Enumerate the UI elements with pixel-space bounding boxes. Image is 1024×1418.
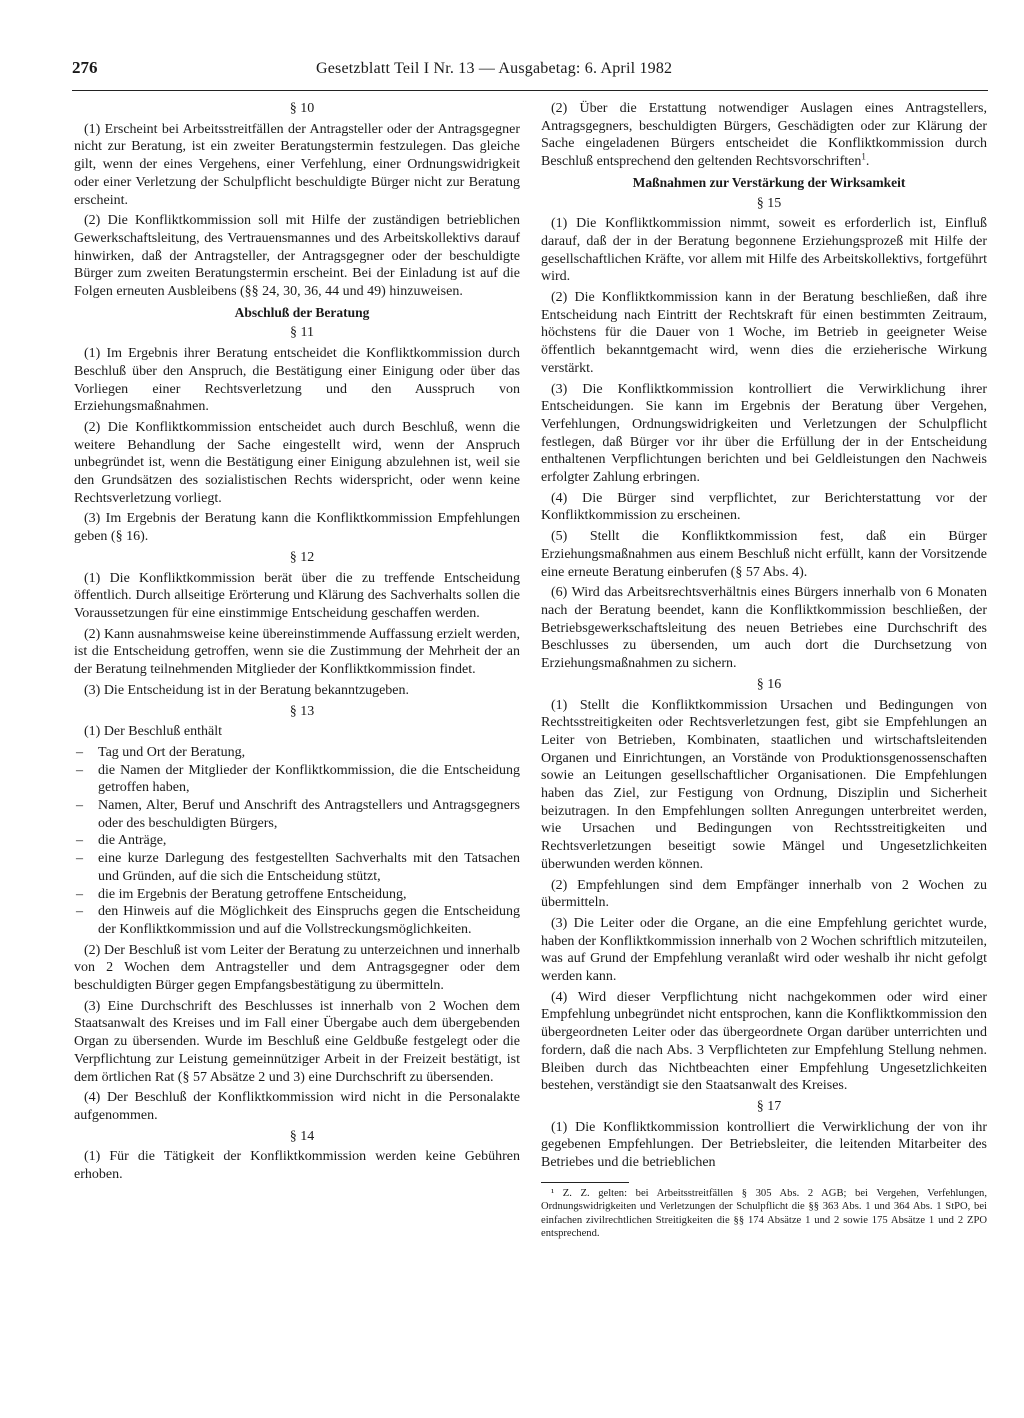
paragraph: (1) Die Konfliktkommission kontrolliert die Verwirklichung der von ihr gegebenen Empfehlungen. Der Betriebsleiter, die leitenden Mitarbeiter des Betriebes und die betrieblichen — [541, 1119, 987, 1171]
paragraph: (1) Erscheint bei Arbeitsstreitfällen der Antragsteller oder der Antragsgegner nicht zur Beratung, ist ein zweiter Beratungstermin festzulegen. Das gleiche gilt, wenn der eines Vergehens, einer Verfehlung, einer Ordnungswidrigkeit oder einer Verletzung der Schulpflicht beschuldigte Bürger nicht zur Beratung erscheint. — [74, 121, 520, 208]
heading-abschluss: Abschluß der Beratung — [234, 304, 370, 320]
dash-list — [74, 744, 520, 939]
paragraph: (2) Kann ausnahmsweise keine übereinstimmende Auffassung erzielt werden, ist die Entscheidung getroffen, wenn sie die Zustimmung der Mehrheit der an der Beratung teilnehmenden Mitglieder der Konfliktkommission findet. — [74, 626, 520, 678]
section-title-17: § 17 — [756, 1098, 782, 1114]
paragraph: (2) Die Konfliktkommission kann in der Beratung beschließen, daß ihre Entscheidung nach Eintritt der Rechtskraft für einen bestimmten Zeitraum, höchstens für die Dauer von 1 Woche, im Betrieb in geeigneter Weise öffentlich bekanntgemacht wird, wenn dies die erzieherische Wirkung verstärkt. — [541, 290, 987, 376]
heading-massnahmen: Maßnahmen zur Verstärkung der Wirksamkeit — [632, 174, 906, 190]
footnote: ¹ Z. Z. gelten: bei Arbeitsstreitfällen § 305 Abs. 2 AGB; bei Vergehen, Verfehlungen, Ordnungswidrigkeiten und Verletzungen der Schulpflicht die §§ 363 Abs. 1 und 364 Abs. 1 StPO, bei einfachen zivilrechtlichen Streitigkeiten die §§ 174 Absätze 1 und 2 sowie 175 Absätze 1 und 2 ZPO entsprechend. — [541, 1187, 987, 1239]
paragraph: (2) Der Beschluß ist vom Leiter der Beratung zu unterzeichnen und innerhalb von 2 Wochen dem Antragsteller und dem Antragsgegner oder dem beschuldigten Bürger gegen Empfangsbestätigung zu übermitteln. — [74, 942, 520, 994]
running-head: Gesetzblatt Teil I Nr. 13 — Ausgabetag: 6. April 1982 — [316, 60, 673, 77]
list-item: – eine kurze Darlegung des festgestellten Sachverhalts mit den Tatsachen und Gründen, auf die sich die Entscheidung stützt, — [74, 850, 520, 885]
footnote-marker: 1 — [861, 151, 866, 162]
list-item: – Namen, Alter, Beruf und Anschrift des Antragstellers und Antragsgegners oder des beschuldigten Bürgers, — [74, 797, 520, 832]
paragraph-text: (2) Über die Erstattung notwendiger Auslagen eines Antragstellers, Antragsgegners, beschuldigten Bürgers, Geschädigten oder zur Klärung der Sache eingeladenen Bürgers entscheidet die Konfliktkommission durch Beschluß entsprechend den geltenden Rechtsvorschriften — [541, 101, 987, 170]
section-title-12: § 12 — [289, 549, 315, 565]
paragraph: (3) Eine Durchschrift des Beschlusses ist innerhalb von 2 Wochen dem Staatsanwalt des Kreises und im Fall einer Übergabe auch dem übergebenden Organ zu übersenden. Wurde im Beschluß eine Geldbuße festgelegt oder die Verpflichtung zur Leistung gemeinnütziger Arbeit in der Freizeit bestätigt, ist dem örtlichen Rat (§ 57 Absätze 2 und 3) eine Durchschrift zu übersenden. — [74, 998, 520, 1085]
paragraph: (4) Die Bürger sind verpflichtet, zur Berichterstattung vor der Konfliktkommission zu erscheinen. — [541, 490, 987, 524]
paragraph-end: . — [865, 154, 870, 170]
section-title-16: § 16 — [756, 676, 782, 692]
list-item: – die im Ergebnis der Beratung getroffene Entscheidung, — [74, 886, 520, 904]
paragraph: (4) Wird dieser Verpflichtung nicht nachgekommen oder wird einer Empfehlung unbegründet nicht entsprochen, kann die Konfliktkommission den übergeordneten Leiter oder das übergeordnete Organ darüber unterrichten und fordern, daß die nach Abs. 3 Verpflichteten zur Empfehlung Stellung nehmen. Bleiben durch das Nichtbeachten einer Empfehlung Ungesetzlichkeiten bestehen, verständigt sie den Staatsanwalt des Kreises. — [541, 989, 987, 1094]
paragraph: (2) Die Konfliktkommission soll mit Hilfe der zuständigen betrieblichen Gewerkschaftsleitung, des Vertrauensmannes und des Arbeitskollektivs darauf hinwirken, daß der Antragsteller, der Antragsgegner oder der beschuldigte Bürger zum zweiten Beratungstermin erscheint. Bei der Einladung ist auf die Folgen erneuten Ausbleibens (§§ 24, 30, 36, 44 und 49) hinzuweisen. — [74, 213, 520, 300]
paragraph: (2) Die Konfliktkommission entscheidet auch durch Beschluß, wenn die weitere Behandlung der Sache eingestellt wird, wenn der Anspruch unbegründet ist, wenn die Bestätigung einer Einigung abzulehnen ist, weil sie den Grundsätzen des sozialistischen Rechts widerspricht, oder wenn keine Rechtsverletzung vorliegt. — [74, 419, 520, 506]
paragraph: (3) Die Konfliktkommission kontrolliert die Verwirklichung ihrer Entscheidungen. Sie kann im Ergebnis der Beratung über Vergehen, Verfehlungen, Ordnungswidrigkeiten und Verletzungen der Schulpflicht festlegen, daß Bürger vor ihr über die Erfüllung der in der Entscheidung enthaltenen Verpflichtungen berichten und bei Geldleistungen den Nachweis erfolgter Zahlung erbringen. — [541, 381, 987, 486]
section-title-14: § 14 — [289, 1128, 315, 1144]
list-item: – die Namen der Mitglieder der Konfliktkommission, die die Entscheidung getroffen haben, — [74, 762, 520, 797]
paragraph: (2) Empfehlungen sind dem Empfänger innerhalb von 2 Wochen zu übermitteln. — [541, 877, 987, 911]
list-item: – Tag und Ort der Beratung, — [74, 744, 520, 762]
section-title-11: § 11 — [290, 325, 314, 341]
section-title-15: § 15 — [756, 195, 782, 211]
section-title-10: § 10 — [289, 101, 315, 116]
paragraph: (1) Stellt die Konfliktkommission Ursachen und Bedingungen von Rechtsstreitigkeiten oder Rechtsverletzungen fest, gibt sie Empfehlungen an Leiter von Betrieben, Kombinaten, staatlichen und wirtschaftsleitenden Organen und Einrichtungen, an Vorstände von Produktionsgenossenschaften sowie an Leitungen gesellschaftlicher Organisationen. Die Empfehlungen haben das Ziel, zur Festigung von Ordnung, Disziplin und Sicherheit beizutragen. In den Empfehlungen sollten Anregungen unterbreitet werden, wie Ursachen und Bedingungen von Rechtsstreitigkeiten und Rechtsverletzungen beseitigt sowie Mängel und Ungesetzlichkeiten überwunden werden können. — [541, 697, 987, 872]
paragraph: (3) Im Ergebnis der Beratung kann die Konfliktkommission Empfehlungen geben (§ 16). — [74, 511, 520, 545]
paragraph: (3) Die Entscheidung ist in der Beratung bekanntzugeben. — [84, 682, 410, 698]
left-column — [74, 100, 520, 1187]
paragraph: (1) Im Ergebnis ihrer Beratung entscheidet die Konfliktkommission durch Beschluß über den Anspruch, die Bestätigung einer Einigung oder über das Vorliegen einer Rechtsverletzung und den Ausspruch von Erziehungsmaßnahmen. — [74, 346, 520, 415]
list-item: – die Anträge, — [74, 832, 520, 850]
paragraph: (3) Die Leiter oder die Organe, an die eine Empfehlung gerichtet wurde, haben der Konfliktkommission innerhalb von 2 Wochen schriftlich mitzuteilen, was auf Grund der Empfehlung veranlaßt wird oder weshalb ihr nicht gefolgt werden kann. — [541, 915, 987, 985]
paragraph: (5) Stellt die Konfliktkommission fest, daß ein Bürger Erziehungsmaßnahmen aus einem Beschluß nicht erfüllt, kann der Vorsitzende eine erneute Beratung einberufen (§ 57 Abs. 4). — [541, 529, 987, 580]
paragraph: (1) Die Konfliktkommission nimmt, soweit es erforderlich ist, Einfluß darauf, daß der in der Beratung begonnene Erziehungsprozeß mit Hilfe der gesellschaftlichen Kräfte, vor allem mit Hilfe des Arbeitskollektivs, fortgeführt wird. — [541, 216, 987, 285]
paragraph: (1) Die Konfliktkommission berät über die zu treffende Entscheidung öffentlich. Durch allseitige Erörterung und Klärung des Sachverhalts sollen die Voraussetzungen für eine einstimmige Entscheidung geschaffen werden. — [74, 570, 520, 621]
header-rule — [72, 90, 988, 91]
paragraph: (1) Für die Tätigkeit der Konfliktkommission werden keine Gebühren erhoben. — [74, 1149, 520, 1183]
paragraph: (6) Wird das Arbeitsrechtsverhältnis eines Bürgers innerhalb von 6 Monaten nach der Beratung beendet, kann die Konfliktkommission beschließen, der Betriebsgewerkschaftsleitung des neuen Betriebes eine Durchschrift des Beschlusses zu übersenden, um auch dort die Durchsetzung von Erziehungsmaßnahmen zu sichern. — [541, 585, 987, 672]
paragraph: (1) Der Beschluß enthält — [84, 724, 223, 740]
paragraph — [541, 100, 987, 171]
section-title-13: § 13 — [289, 703, 315, 719]
right-column — [541, 100, 987, 1243]
paragraph: (4) Der Beschluß der Konfliktkommission wird nicht in die Personalakte aufgenommen. — [74, 1090, 520, 1123]
list-item: – den Hinweis auf die Möglichkeit des Einspruchs gegen die Entscheidung der Konfliktkommission und auf die Vollstreckungsmöglichkeiten. — [74, 903, 520, 938]
page-number: 276 — [72, 58, 98, 77]
footnote-rule — [541, 1182, 629, 1183]
